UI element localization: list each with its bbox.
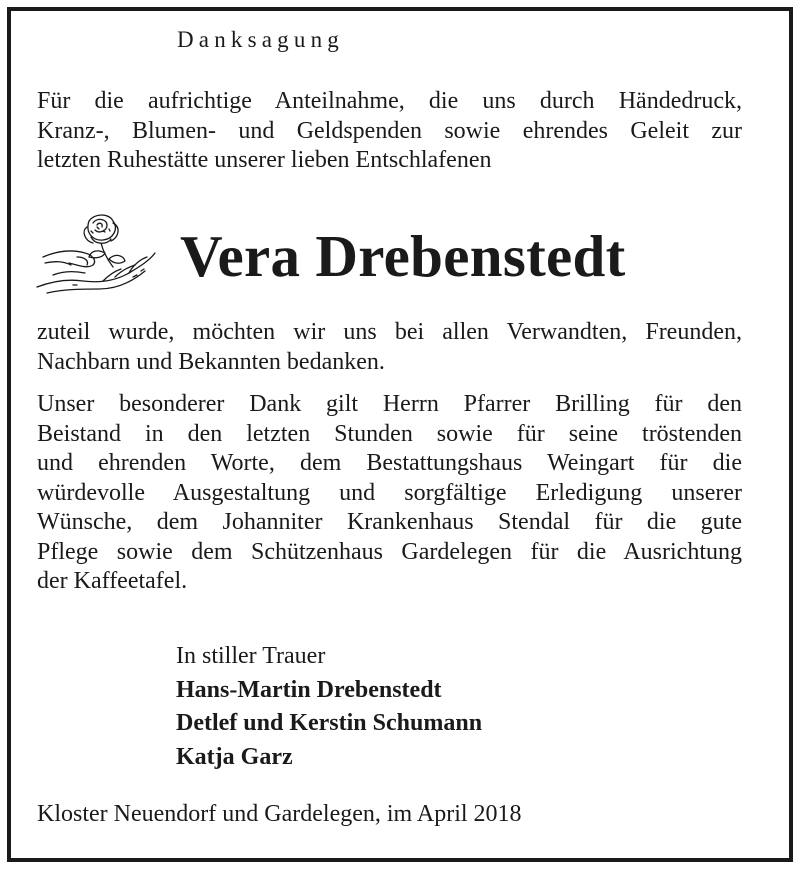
text-line: Wünsche, dem Johanniter Krankenhaus Stendal für die gute [37,509,742,535]
text-line: Beistand in den letzten Stunden sowie für seine tröstenden [37,420,742,447]
mourning-intro: In stiller Trauer [176,643,326,669]
notice-heading: Danksagung [177,27,344,52]
signature-block [176,640,482,774]
text-line: der Kaffeetafel. [37,568,188,594]
thanks-paragraph [37,318,742,377]
text-line: Kranz-, Blumen- und Geldspenden sowie ehrendes Geleit zur [37,117,742,144]
rose-in-hands-icon [33,207,157,299]
mourner-name: Hans-Martin Drebenstedt [176,676,442,703]
text-line: Pflege sowie dem Schützenhaus Gardelegen für die Ausrichtung [37,538,742,565]
place-date: Kloster Neuendorf und Gardelegen, im April 2018 [37,801,522,827]
text-line: Für die aufrichtige Anteilnahme, die uns durch Händedruck, [37,88,742,114]
mourner-name: Detlef und Kerstin Schumann [176,710,483,736]
text-line: zuteil wurde, möchten wir uns bei allen Verwandten, Freunden, [37,319,742,345]
mourner-name: Katja Garz [176,743,293,770]
text-line: Nachbarn und Bekannten bedanken. [37,348,385,375]
text-line: Unser besonderer Dank gilt Herrn Pfarrer Brilling für den [37,391,742,417]
text-line: und ehrenden Worte, dem Bestattungshaus Weingart für die [37,450,742,476]
special-thanks-paragraph [37,390,742,597]
intro-paragraph [37,87,742,176]
text-line: letzten Ruhestätte unserer lieben Entschlafenen [37,147,492,173]
deceased-name: Vera Drebenstedt [180,223,626,289]
text-line: würdevolle Ausgestaltung und sorgfältige Erledigung unserer [37,479,742,506]
